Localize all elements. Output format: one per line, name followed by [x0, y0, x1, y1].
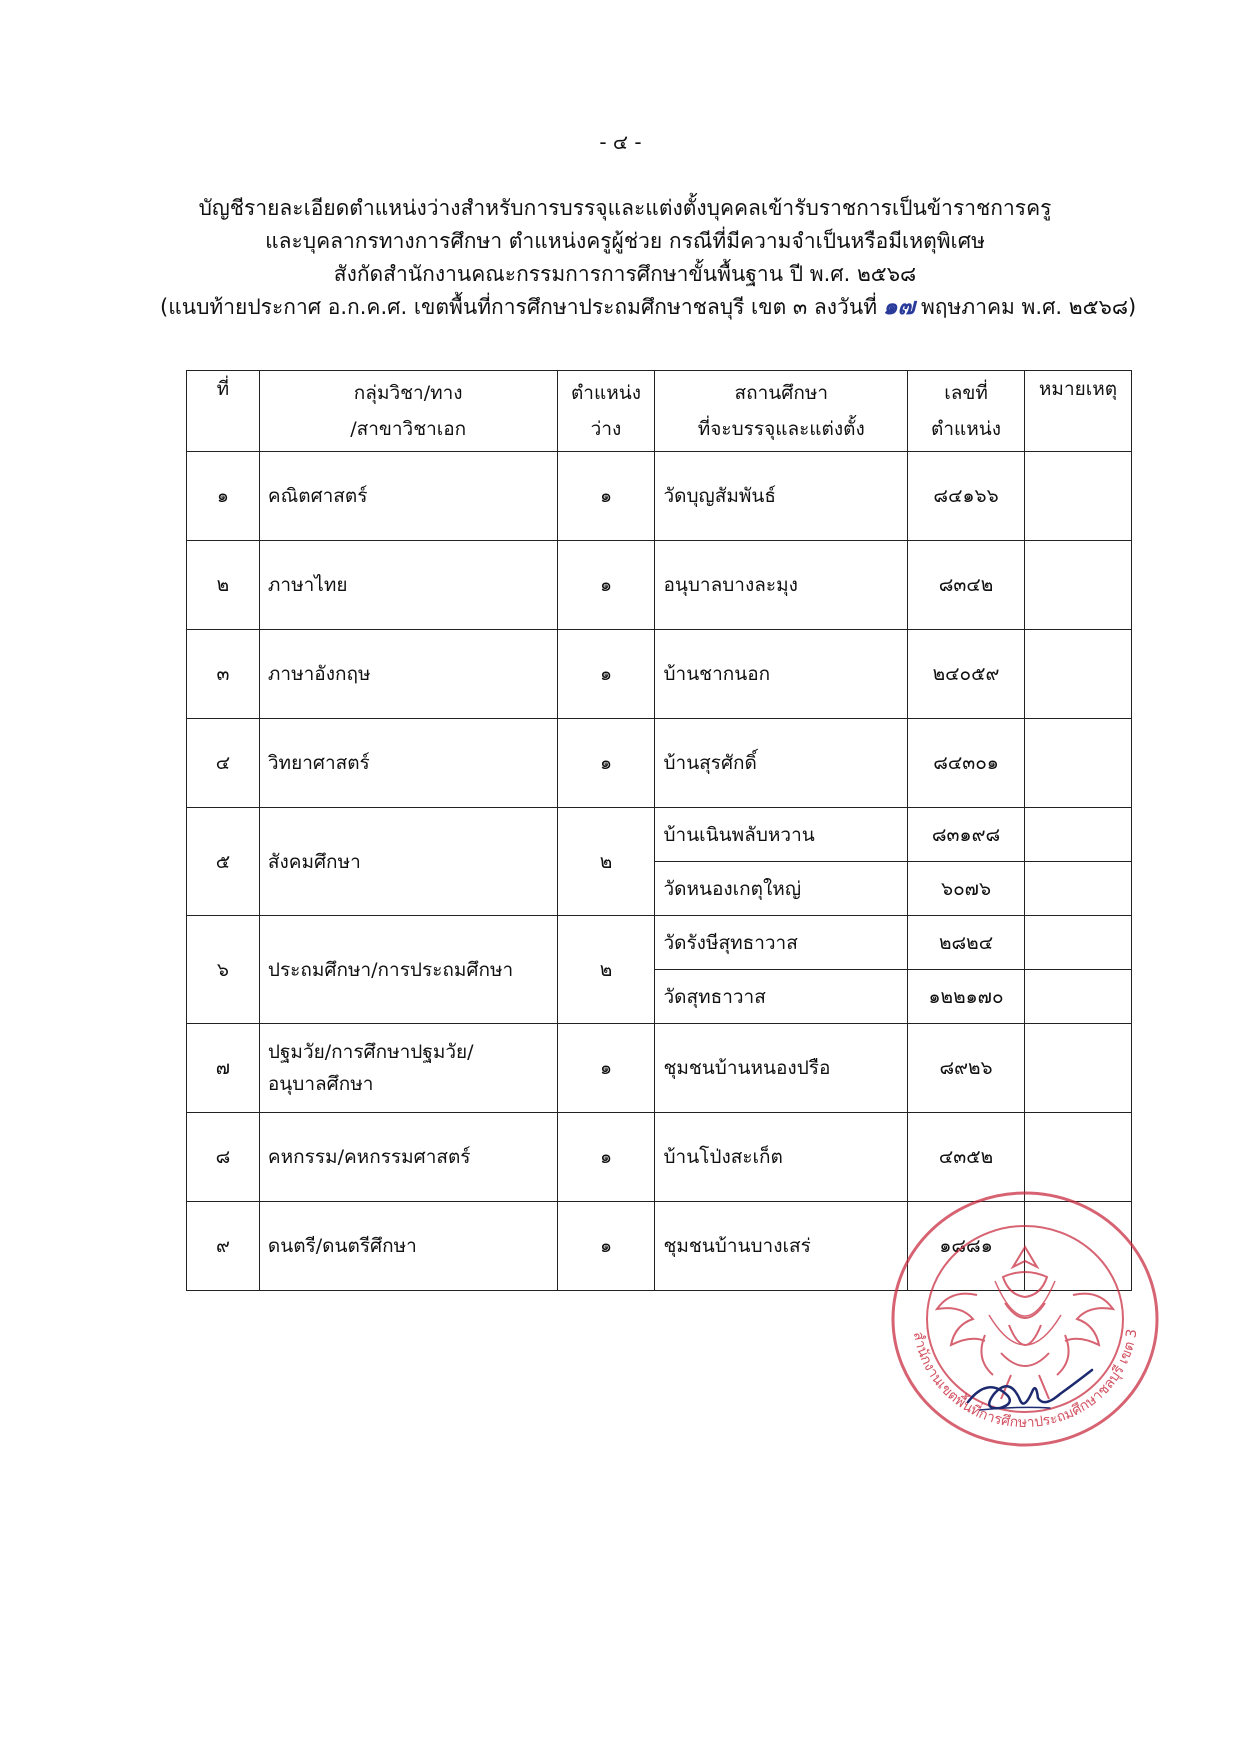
- row-no: ๓: [187, 630, 260, 719]
- row-vacant: ๒: [557, 808, 655, 916]
- row-subject: ประถมศึกษา/การประถมศึกษา: [259, 916, 557, 1024]
- row-vacant: ๑: [557, 1024, 655, 1113]
- row-no: ๘: [187, 1113, 260, 1202]
- row-remark: [1025, 719, 1132, 808]
- title-line-4-suffix: พฤษภาคม พ.ศ. ๒๕๖๘): [920, 295, 1137, 319]
- row-position-number: ๒๔๐๕๙: [908, 630, 1025, 719]
- row-subject: ปฐมวัย/การศึกษาปฐมวัย/ อนุบาลศึกษา: [259, 1024, 557, 1113]
- header-vacant: ตำแหน่ง ว่าง: [557, 371, 655, 452]
- row-position-number: ๑๘๘๑: [908, 1202, 1025, 1291]
- row-remark: [1025, 541, 1132, 630]
- row-subject: ภาษาอังกฤษ: [259, 630, 557, 719]
- row-position-number: ๖๐๗๖: [908, 862, 1025, 916]
- row-position-number: ๒๘๒๔: [908, 916, 1025, 970]
- table-header-row: [187, 371, 1132, 452]
- row-remark: [1025, 452, 1132, 541]
- title-line-4-prefix: (แนบท้ายประกาศ อ.ก.ค.ศ. เขตพื้นที่การศึกษาประถมศึกษาชลบุรี เขต ๓ ลงวันที่: [160, 295, 878, 319]
- row-subject: ภาษาไทย: [259, 541, 557, 630]
- row-subject: ดนตรี/ดนตรีศึกษา: [259, 1202, 557, 1291]
- row-school: วัดบุญสัมพันธ์: [655, 452, 908, 541]
- row-vacant: ๑: [557, 452, 655, 541]
- row-no: ๔: [187, 719, 260, 808]
- row-remark: [1025, 862, 1132, 916]
- signature: [960, 1360, 1100, 1420]
- row-no: ๕: [187, 808, 260, 916]
- title-line-1: บัญชีรายละเอียดตำแหน่งว่างสำหรับการบรรจุและแต่งตั้งบุคคลเข้ารับราชการเป็นข้าราชการครู: [198, 196, 1052, 220]
- row-vacant: ๑: [557, 719, 655, 808]
- row-subject: วิทยาศาสตร์: [259, 719, 557, 808]
- row-no: ๗: [187, 1024, 260, 1113]
- row-no: ๖: [187, 916, 260, 1024]
- table-row: [187, 541, 1132, 630]
- header-remark: หมายเหตุ: [1025, 371, 1132, 452]
- header-position-number: เลขที่ ตำแหน่ง: [908, 371, 1025, 452]
- row-school: ชุมชนบ้านหนองปรือ: [655, 1024, 908, 1113]
- row-vacant: ๒: [557, 916, 655, 1024]
- row-position-number: ๘๔๓๐๑: [908, 719, 1025, 808]
- row-position-number: ๘๓๔๒: [908, 541, 1025, 630]
- vacancy-table: [186, 370, 1132, 1291]
- row-subject: คหกรรม/คหกรรมศาสตร์: [259, 1113, 557, 1202]
- svg-text:สำนักงานเขตพื้นที่การศึกษาประถ: สำนักงานเขตพื้นที่การศึกษาประถมศึกษาชลบุรี เขต 3: [909, 1327, 1141, 1432]
- row-remark: [1025, 970, 1132, 1024]
- row-school: บ้านชากนอก: [655, 630, 908, 719]
- row-school: วัดสุทธาวาส: [655, 970, 908, 1024]
- row-remark: [1025, 1024, 1132, 1113]
- row-vacant: ๑: [557, 541, 655, 630]
- header-subject: กลุ่มวิชา/ทาง /สาขาวิชาเอก: [259, 371, 557, 452]
- row-subject: คณิตศาสตร์: [259, 452, 557, 541]
- row-school: บ้านสุรศักดิ์: [655, 719, 908, 808]
- row-position-number: ๑๒๒๑๗๐: [908, 970, 1025, 1024]
- table-row: [187, 808, 1132, 862]
- row-vacant: ๑: [557, 1113, 655, 1202]
- row-subject: สังคมศึกษา: [259, 808, 557, 916]
- document-title: [160, 192, 1137, 324]
- row-school: บ้านเนินพลับหวาน: [655, 808, 908, 862]
- page-number: - ๔ -: [599, 130, 642, 154]
- table-row: [187, 630, 1132, 719]
- title-line-4: [160, 291, 1137, 324]
- row-vacant: ๑: [557, 630, 655, 719]
- row-no: ๒: [187, 541, 260, 630]
- row-remark: [1025, 916, 1132, 970]
- row-remark: [1025, 808, 1132, 862]
- row-school: วัดรังษีสุทธาวาส: [655, 916, 908, 970]
- table-row: [187, 719, 1132, 808]
- table-row: [187, 916, 1132, 970]
- row-school: วัดหนองเกตุใหญ่: [655, 862, 908, 916]
- row-position-number: ๘๔๑๖๖: [908, 452, 1025, 541]
- header-no: ที่: [187, 371, 260, 452]
- title-line-3: สังกัดสำนักงานคณะกรรมการการศึกษาขั้นพื้นฐาน ปี พ.ศ. ๒๕๖๘: [333, 262, 917, 286]
- handwritten-date: ๑๗: [883, 294, 915, 320]
- title-line-2: และบุคลากรทางการศึกษา ตำแหน่งครูผู้ช่วย กรณีที่มีความจำเป็นหรือมีเหตุพิเศษ: [265, 229, 985, 253]
- row-position-number: ๘๓๑๙๘: [908, 808, 1025, 862]
- table-row: [187, 1024, 1132, 1113]
- row-no: ๑: [187, 452, 260, 541]
- row-position-number: ๘๙๒๖: [908, 1024, 1025, 1113]
- row-no: ๙: [187, 1202, 260, 1291]
- row-remark: [1025, 630, 1132, 719]
- header-school: สถานศึกษา ที่จะบรรจุและแต่งตั้ง: [655, 371, 908, 452]
- table-row: [187, 452, 1132, 541]
- row-school: ชุมชนบ้านบางเสร่: [655, 1202, 908, 1291]
- row-school: บ้านโป่งสะเก็ต: [655, 1113, 908, 1202]
- row-position-number: ๔๓๕๒: [908, 1113, 1025, 1202]
- row-vacant: ๑: [557, 1202, 655, 1291]
- row-school: อนุบาลบางละมุง: [655, 541, 908, 630]
